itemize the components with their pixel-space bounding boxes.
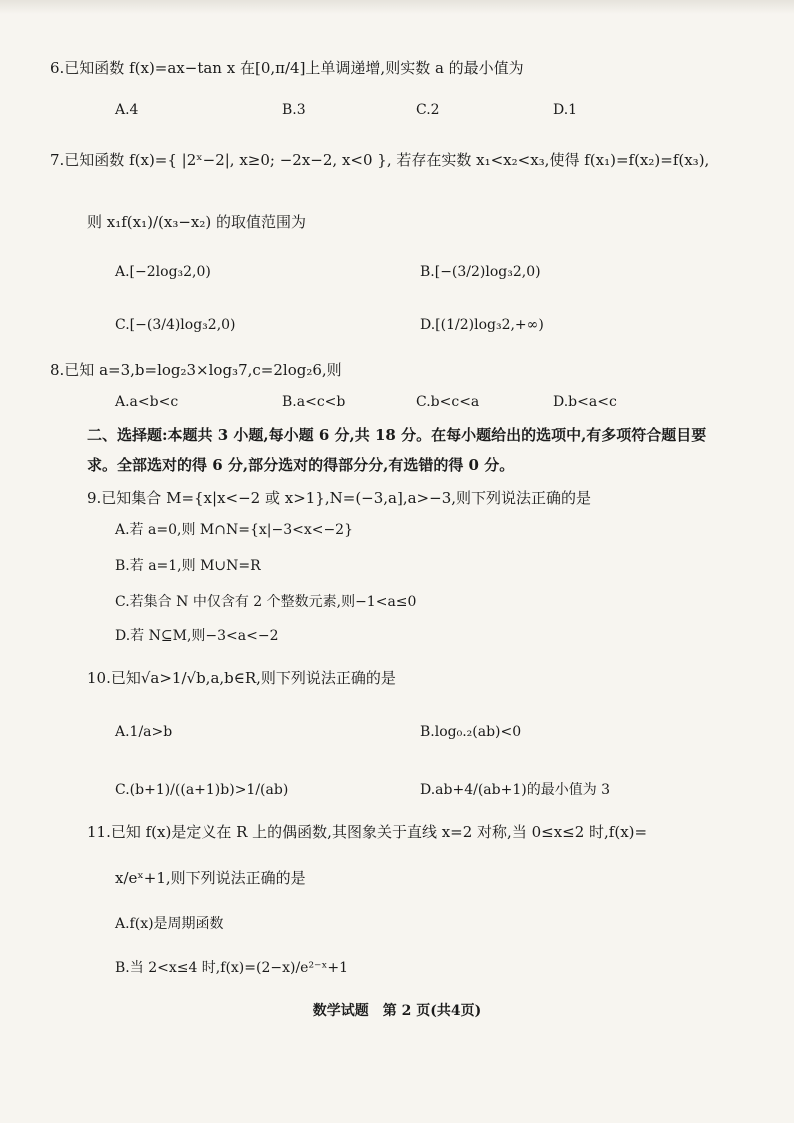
q7-option-b: B.[−(3/2)log₃2,0) [420, 264, 541, 280]
q8-option-a: A.a<b<c [115, 394, 179, 410]
q9-option-c: C.若集合 N 中仅含有 2 个整数元素,则−1<a≤0 [115, 594, 417, 610]
question-10: 10.已知√a>1/√b,a,b∈R,则下列说法正确的是 [87, 669, 396, 687]
question-9: 9.已知集合 M={x|x<−2 或 x>1},N=(−3,a],a>−3,则下列说法正确的是 [87, 489, 592, 507]
q8-option-c: C.b<c<a [416, 394, 480, 410]
q7-option-d: D.[(1/2)log₃2,+∞) [420, 317, 544, 333]
page-top-shadow [0, 0, 794, 14]
section-2-heading-line1: 二、选择题:本题共 3 小题,每小题 6 分,共 18 分。在每小题给出的选项中,有多项符合题目要 [87, 426, 707, 444]
section-2-heading-line2: 求。全部选对的得 6 分,部分选对的得部分分,有选错的得 0 分。 [87, 456, 515, 474]
question-6: 6.已知函数 f(x)=ax−tan x 在[0,π/4]上单调递增,则实数 a 的最小值为 [50, 59, 524, 77]
q6-option-b: B.3 [282, 102, 306, 118]
q9-option-a: A.若 a=0,则 M∩N={x|−3<x<−2} [115, 522, 353, 538]
q10-option-c: C.(b+1)/((a+1)b)>1/(ab) [115, 782, 289, 798]
question-7-line1: 7.已知函数 f(x)={ |2ˣ−2|, x≥0; −2x−2, x<0 }, 若存在实数 x₁<x₂<x₃,使得 f(x₁)=f(x₂)=f(x₃), [50, 151, 710, 169]
q10-option-a: A.1/a>b [115, 724, 173, 740]
question-11-line1: 11.已知 f(x)是定义在 R 上的偶函数,其图象关于直线 x=2 对称,当 0≤x≤2 时,f(x)= [87, 823, 648, 841]
question-11-line2: x/eˣ+1,则下列说法正确的是 [115, 869, 306, 887]
q10-option-b: B.log₀.₂(ab)<0 [420, 724, 522, 740]
q9-option-d: D.若 N⊆M,则−3<a<−2 [115, 628, 279, 644]
q6-option-c: C.2 [416, 102, 440, 118]
q10-option-d: D.ab+4/(ab+1)的最小值为 3 [420, 782, 611, 798]
q7-option-c: C.[−(3/4)log₃2,0) [115, 317, 236, 333]
q8-option-b: B.a<c<b [282, 394, 346, 410]
q7-option-a: A.[−2log₃2,0) [115, 264, 211, 280]
q6-option-d: D.1 [553, 102, 578, 118]
question-8: 8.已知 a=3,b=log₂3×log₃7,c=2log₂6,则 [50, 361, 342, 379]
q8-option-d: D.b<a<c [553, 394, 617, 410]
q11-option-a: A.f(x)是周期函数 [115, 916, 224, 932]
q6-option-a: A.4 [115, 102, 139, 118]
question-7-line2: 则 x₁f(x₁)/(x₃−x₂) 的取值范围为 [87, 213, 307, 231]
page-footer: 数学试题 第 2 页(共4页) [312, 1003, 482, 1019]
q9-option-b: B.若 a=1,则 M∪N=R [115, 558, 261, 574]
q11-option-b: B.当 2<x≤4 时,f(x)=(2−x)/e²⁻ˣ+1 [115, 960, 349, 976]
